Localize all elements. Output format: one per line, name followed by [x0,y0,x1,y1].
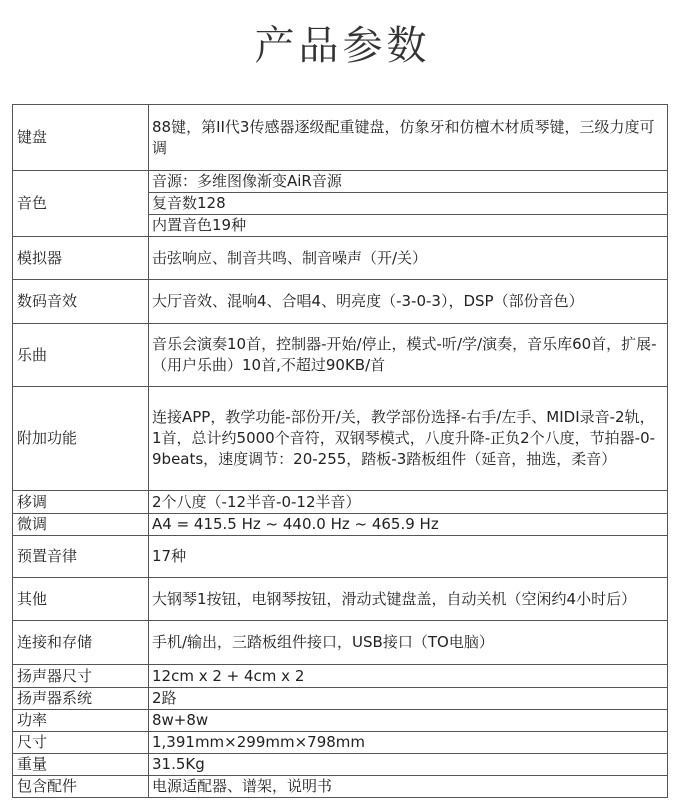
table-row [13,578,668,621]
spec-label: 数码音效 [13,280,149,324]
spec-label: 乐曲 [13,324,149,387]
spec-value: A4 = 415.5 Hz ~ 440.0 Hz ~ 465.9 Hz [149,514,668,536]
table-row [13,237,668,280]
spec-value: 手机/输出，三踏板组件接口，USB接口（TO电脑） [149,621,668,665]
spec-value: 大厅音效、混响4、合唱4、明亮度（-3-0-3），DSP（部份音色） [149,280,668,324]
spec-label: 包含配件 [13,776,149,798]
spec-label: 模拟器 [13,237,149,280]
table-row [13,105,668,171]
spec-value: 88键，第II代3传感器逐级配重键盘，仿象牙和仿檀木材质琴键，三级力度可调 [149,105,668,171]
table-row [13,665,668,688]
spec-value: 连接APP，教学功能-部份开/关，教学部份选择-右手/左手、MIDI录音-2轨，1首，总计约5000个音符，双钢琴模式，八度升降-正负2个八度，节拍器-0-9beats，速度调节：20-255，踏板-3踏板组件（延音，抽选，柔音） [149,387,668,491]
table-row [13,324,668,387]
spec-value: 31.5Kg [149,754,668,776]
table-row [13,688,668,710]
spec-value: 8w+8w [149,710,668,732]
spec-value: 2个八度（-12半音-0-12半音） [149,491,668,514]
spec-value: 大钢琴1按钮，电钢琴按钮，滑动式键盘盖，自动关机（空闲约4小时后） [149,578,668,621]
page-title: 产品参数 [254,23,431,69]
spec-value: 音乐会演奏10首，控制器-开始/停止，模式-听/学/演奏，音乐库60首，扩展-（用户乐曲）10首,不超过90KB/首 [149,324,668,387]
spec-label: 音色 [13,171,149,237]
spec-label: 连接和存储 [13,621,149,665]
spec-label: 移调 [13,491,149,514]
table-row [13,171,668,237]
spec-label: 扬声器系统 [13,688,149,710]
spec-subvalue: 复音数128 [149,193,667,215]
spec-label: 尺寸 [13,732,149,754]
spec-value: 击弦响应、制音共鸣、制音噪声（开/关） [149,237,668,280]
table-row [13,732,668,754]
spec-label: 微调 [13,514,149,536]
spec-value: 1,391mm×299mm×798mm [149,732,668,754]
spec-label: 扬声器尺寸 [13,665,149,688]
table-row [13,387,668,491]
table-row [13,280,668,324]
spec-label: 其他 [13,578,149,621]
table-row [13,536,668,578]
table-row [13,621,668,665]
spec-subvalue: 内置音色19种 [152,216,247,234]
spec-value: 2路 [149,688,668,710]
spec-label: 预置音律 [13,536,149,578]
spec-label: 重量 [13,754,149,776]
spec-value-group [149,171,668,237]
spec-value: 电源适配器、谱架，说明书 [149,776,668,798]
spec-label: 附加功能 [13,387,149,491]
spec-label: 功率 [13,710,149,732]
spec-value: 12cm x 2 + 4cm x 2 [149,665,668,688]
table-row [13,514,668,536]
table-row [13,776,668,798]
spec-label: 键盘 [13,105,149,171]
spec-table [12,104,668,798]
table-row [13,710,668,732]
spec-value: 17种 [149,536,668,578]
table-row [13,754,668,776]
table-row [13,491,668,514]
spec-subvalue: 音源：多维图像渐变AiR音源 [149,171,667,193]
